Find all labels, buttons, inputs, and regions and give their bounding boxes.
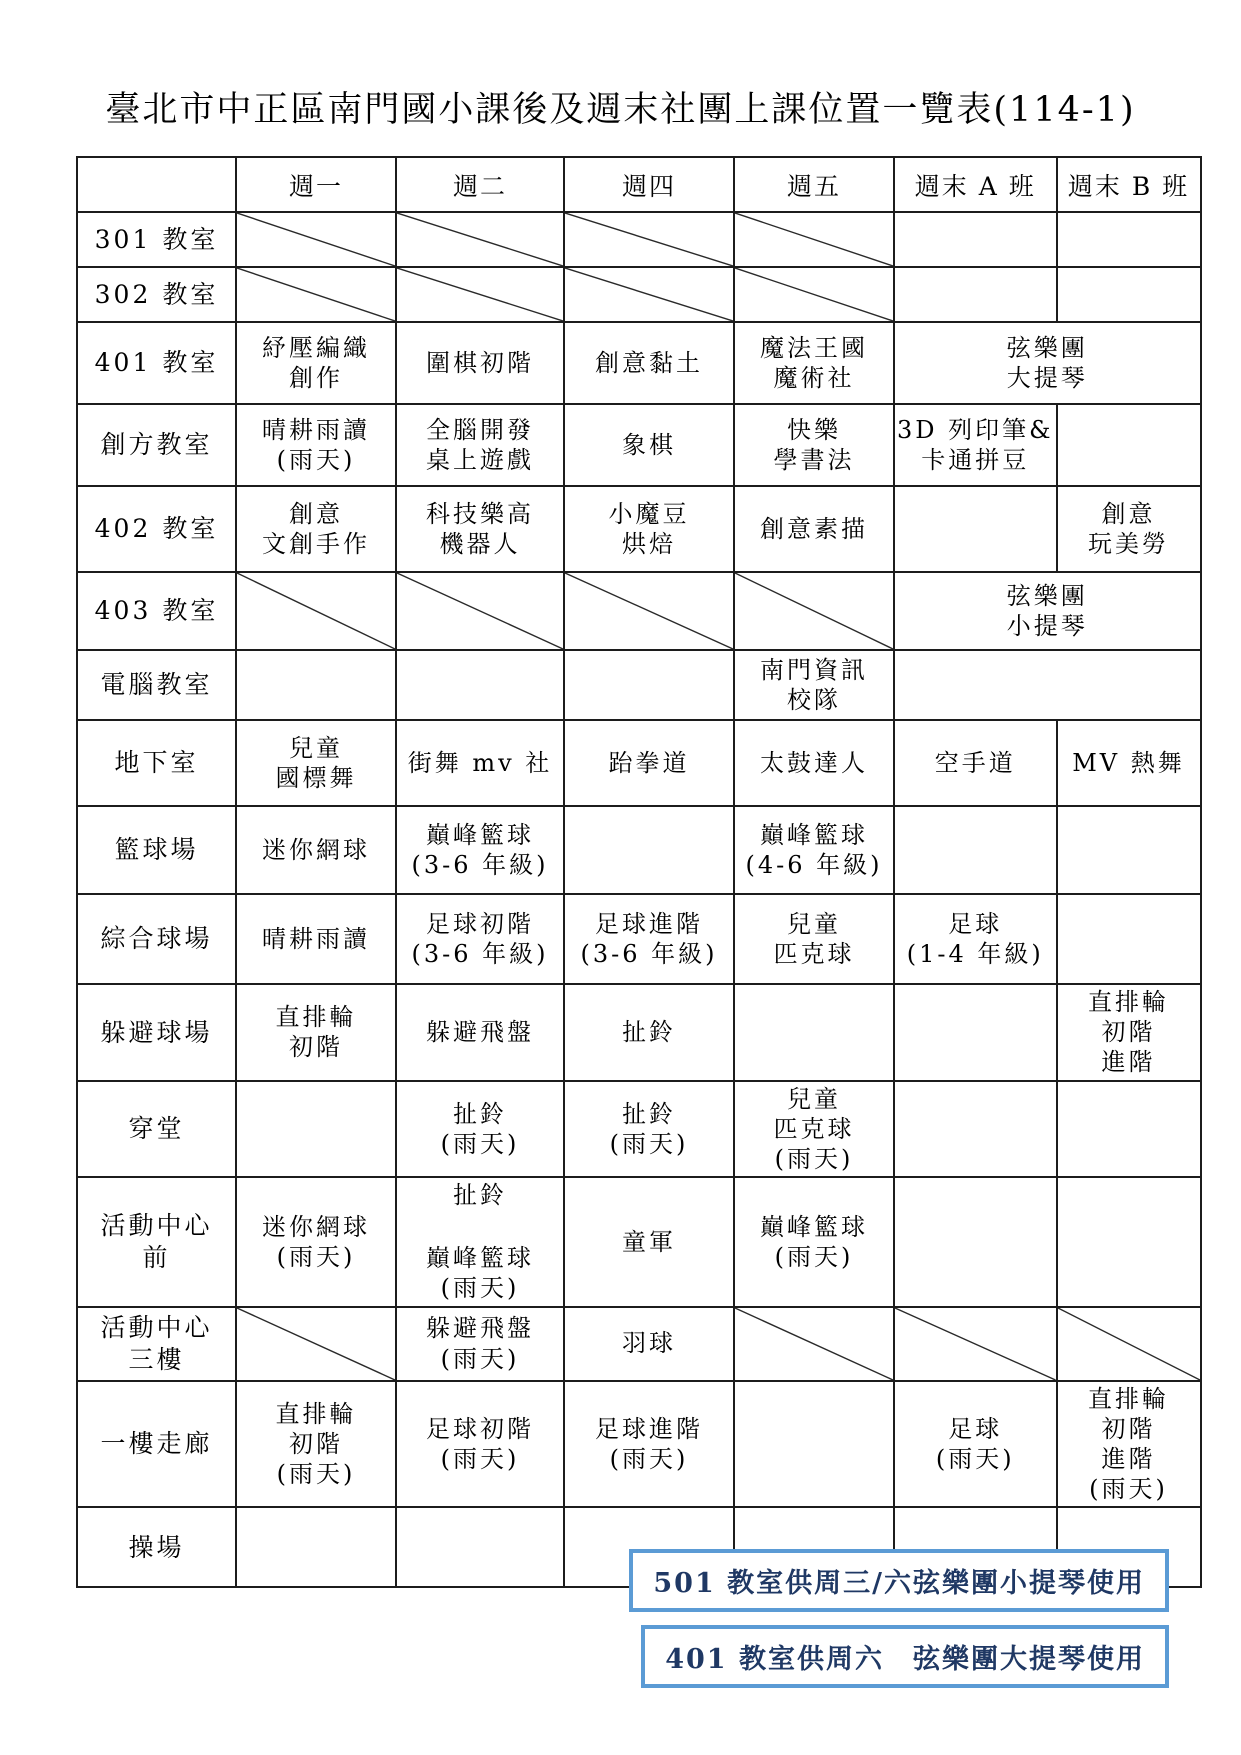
text-line: 扯鈴 [622,1099,676,1128]
activity-cell [564,1177,734,1306]
table-row [77,720,1201,806]
column-header: 週四 [564,157,734,212]
text-line: 街舞 mv 社 [407,748,553,777]
text-line: 全腦開發 [426,415,534,444]
text-line: 創意黏土 [595,348,703,377]
table-row [77,1177,1201,1306]
text-line: (雨天) [276,1242,356,1271]
diagonal-line [237,1308,395,1380]
text-line: 機器人 [439,530,521,558]
text-line: 文創手作 [262,530,370,558]
text-line: 童軍 [622,1227,676,1256]
schedule-table [76,156,1202,1588]
text-line: 活動中心 [100,1211,213,1241]
text-line: 卡通拼豆 [921,446,1030,474]
activity-cell [734,1081,894,1178]
activity-cell [564,1381,734,1508]
crossed-out-cell [396,572,564,650]
text-line: 小魔豆 [608,499,690,528]
diagonal-line [735,268,893,321]
activity-cell [1057,720,1201,806]
text-line: (雨天) [276,1460,356,1489]
text-line: (雨天) [440,1344,520,1373]
text-line: (雨天) [440,1130,520,1159]
diagonal-line [895,1308,1056,1380]
empty-cell [236,1507,396,1587]
text-line: 巔峰籃球 [426,820,534,849]
empty-cell [1057,404,1201,486]
corner-cell [77,157,236,212]
crossed-out-cell [236,1307,396,1381]
table-row [77,1081,1201,1178]
table-row [77,486,1201,572]
text-line: 弦樂團 [1006,581,1088,610]
text-line: 兒童 [787,1084,841,1113]
text-line: 桌上遊戲 [426,446,534,474]
text-line: 紓壓編織 [262,333,370,362]
crossed-out-cell [236,572,396,650]
crossed-out-cell [396,267,564,322]
text-line: 晴耕雨讀 [262,924,370,953]
text-line: 玩美勞 [1088,530,1170,558]
text-line: 快樂 [787,415,841,444]
activity-cell [396,1081,564,1178]
text-line: 匹克球 [773,940,855,968]
text-line: 魔術社 [773,364,855,392]
text-line: 兒童 [787,909,841,938]
empty-cell [396,1507,564,1587]
text-line: 進階 [1101,1048,1156,1077]
crossed-out-cell [734,267,894,322]
empty-cell [894,1177,1057,1306]
diagonal-line [397,213,563,266]
crossed-out-cell [734,1307,894,1381]
text-line: 南門資訊 [760,655,868,684]
room-label [77,572,236,650]
empty-cell [734,984,894,1081]
table-row [77,894,1201,984]
activity-cell [236,984,396,1081]
table-row [77,322,1201,404]
activity-cell [236,404,396,486]
text-line: 魔法王國 [760,333,868,362]
empty-cell [1057,894,1201,984]
empty-cell [894,650,1201,720]
activity-cell [564,720,734,806]
text-line: 迷你網球 [262,835,370,864]
text-line: 前 [142,1242,171,1272]
text-line: (雨天) [440,1274,520,1303]
text-line: 301 教室 [94,224,219,254]
activity-cell [396,322,564,404]
activity-cell [734,486,894,572]
column-header: 週末 B 班 [1057,157,1201,212]
text-line: 活動中心 [100,1313,213,1342]
note-room-401: 401 教室供周六 弦樂團大提琴使用 [641,1625,1169,1688]
activity-cell [236,894,396,984]
text-line: 穿堂 [128,1114,185,1144]
room-label [77,267,236,322]
text-line: (雨天) [609,1444,689,1473]
text-line: 三樓 [128,1344,185,1374]
crossed-out-cell [1057,1307,1201,1381]
room-label [77,1507,236,1587]
table-row [77,572,1201,650]
diagonal-line [1058,1308,1200,1380]
text-line: (4-6 年級) [745,851,883,879]
activity-cell [236,1381,396,1508]
text-line: 象棋 [622,430,676,459]
crossed-out-cell [236,267,396,322]
text-line: 躲避飛盤 [426,1314,534,1343]
empty-cell [894,212,1057,267]
text-line: 直排輪 [275,1003,357,1032]
empty-cell [894,486,1057,572]
crossed-out-cell [564,267,734,322]
text-line: 綜合球場 [100,924,213,954]
activity-cell [396,404,564,486]
activity-cell [1057,984,1201,1081]
activity-cell [894,894,1057,984]
text-line: (雨天) [609,1130,689,1159]
text-line: 創意 [289,499,343,528]
room-label [77,1177,236,1306]
text-line: 大提琴 [1006,364,1088,392]
activity-cell [396,984,564,1081]
text-line: 烘焙 [622,530,676,558]
diagonal-line [397,268,563,321]
room-label [77,894,236,984]
crossed-out-cell [396,212,564,267]
activity-cell [734,650,894,720]
text-line: 兒童 [289,733,343,762]
text-line: (雨天) [774,1145,854,1174]
activity-cell [236,806,396,894]
text-line: 地下室 [114,748,199,778]
text-line: 國標舞 [275,764,357,792]
activity-cell [734,322,894,404]
text-line: (雨天) [276,446,356,474]
text-line: 直排輪 [1088,988,1170,1016]
text-line: 巔峰籃球 [426,1244,534,1273]
activity-cell [734,1177,894,1306]
text-line: 初階 [1101,1018,1156,1047]
empty-cell [894,267,1057,322]
text-line: 扯鈴 [453,1099,507,1128]
activity-cell [396,1177,564,1306]
text-line: 初階 [1101,1414,1156,1443]
activity-cell [564,404,734,486]
text-line: 匹克球 [773,1114,855,1143]
text-line: 跆拳道 [608,748,690,777]
room-label [77,1381,236,1508]
room-label [77,486,236,572]
text-line: 扯鈴 [453,1181,507,1210]
text-line: 足球初階 [426,1414,534,1443]
table-row [77,267,1201,322]
empty-cell [1057,806,1201,894]
crossed-out-cell [564,212,734,267]
activity-cell [894,720,1057,806]
column-header: 週末 A 班 [894,157,1057,212]
text-line: 迷你網球 [262,1212,370,1241]
room-label [77,720,236,806]
text-line: 巔峰籃球 [760,1212,868,1241]
text-line: 403 教室 [94,596,219,626]
activity-cell [894,1381,1057,1508]
activity-cell [1057,1381,1201,1508]
empty-cell [396,650,564,720]
text-line: (雨天) [440,1444,520,1473]
text-line: (3-6 年級) [411,940,549,968]
activity-cell [734,806,894,894]
text-line: 創方教室 [100,430,213,460]
text-line: 學書法 [773,446,855,474]
activity-cell [396,894,564,984]
empty-cell [1057,267,1201,322]
table-row [77,984,1201,1081]
text-line: 電腦教室 [100,670,213,700]
text-line: 小提琴 [1006,612,1088,640]
text-line: 足球進階 [595,1414,703,1443]
text-line: 羽球 [622,1329,676,1358]
crossed-out-cell [734,212,894,267]
activity-cell [236,486,396,572]
empty-cell [1057,212,1201,267]
empty-cell [894,806,1057,894]
empty-cell [1057,1177,1201,1306]
text-line: 401 教室 [94,348,219,378]
empty-cell [734,1381,894,1508]
empty-cell [1057,1081,1201,1178]
diagonal-line [565,573,733,649]
text-line: 302 教室 [94,279,219,309]
diagonal-line [565,213,733,266]
activity-cell [396,1307,564,1381]
text-line: 一樓走廊 [100,1429,213,1459]
crossed-out-cell [894,1307,1057,1381]
activity-cell [564,486,734,572]
diagonal-line [735,573,893,649]
room-label [77,322,236,404]
text-line: (1-4 年級) [906,940,1044,968]
room-label [77,984,236,1081]
text-line: 足球初階 [426,909,534,938]
text-line: 3D 列印筆& [897,415,1054,444]
diagonal-line [237,213,395,266]
crossed-out-cell [564,572,734,650]
empty-cell [894,1081,1057,1178]
text-line: MV 熱舞 [1072,748,1185,777]
activity-cell [396,486,564,572]
activity-cell [894,404,1057,486]
empty-cell [564,806,734,894]
text-line: 402 教室 [94,514,219,544]
activity-cell [396,806,564,894]
activity-cell [236,322,396,404]
empty-cell [236,650,396,720]
text-line: 足球 [948,909,1003,938]
text-line: 直排輪 [275,1399,357,1428]
activity-cell [396,720,564,806]
text-line: 巔峰籃球 [760,820,868,849]
text-line: (3-6 年級) [580,940,718,968]
activity-cell [396,1381,564,1508]
table-row [77,212,1201,267]
activity-cell [236,1177,396,1306]
text-line: (雨天) [1089,1475,1168,1504]
diagonal-line [237,268,395,321]
table-row [77,1307,1201,1381]
text-line: 圍棋初階 [426,348,534,377]
empty-cell [564,650,734,720]
activity-cell [734,720,894,806]
room-label [77,1307,236,1381]
room-label [77,404,236,486]
room-label [77,212,236,267]
text-line: (3-6 年級) [411,851,549,879]
table-row [77,806,1201,894]
activity-cell [564,1081,734,1178]
text-line: 躲避球場 [100,1017,213,1047]
diagonal-line [735,213,893,266]
activity-cell [1057,486,1201,572]
text-line: 足球 [948,1414,1003,1443]
room-label [77,1081,236,1178]
activity-cell [236,720,396,806]
text-line: 創意素描 [760,514,868,543]
text-line: 足球進階 [595,909,703,938]
activity-cell [734,894,894,984]
crossed-out-cell [734,572,894,650]
room-label [77,650,236,720]
text-line: 進階 [1101,1444,1156,1473]
text-line: 弦樂團 [1006,333,1088,362]
crossed-out-cell [236,212,396,267]
table-row [77,650,1201,720]
diagonal-line [237,573,395,649]
activity-cell [564,322,734,404]
empty-cell [894,984,1057,1081]
empty-cell [236,1081,396,1178]
activity-cell [564,1307,734,1381]
text-line [399,1211,561,1243]
activity-cell [894,572,1201,650]
text-line: 初階 [289,1033,343,1062]
text-line: 科技樂高 [426,499,534,528]
activity-cell [894,322,1201,404]
text-line: 晴耕雨讀 [262,415,370,444]
text-line: 直排輪 [1088,1384,1170,1413]
activity-cell [564,984,734,1081]
text-line: 校隊 [787,686,841,714]
text-line: 初階 [289,1429,343,1458]
column-header: 週一 [236,157,396,212]
text-line: 躲避飛盤 [426,1018,534,1047]
activity-cell [734,404,894,486]
text-line: 創作 [289,364,343,392]
page-title: 臺北市中正區南門國小課後及週末社團上課位置一覽表(114-1) [105,90,1136,130]
note-room-501: 501 教室供周三/六弦樂團小提琴使用 [629,1549,1169,1612]
text-line: (雨天) [935,1444,1015,1473]
room-label [77,806,236,894]
table-row [77,404,1201,486]
header-row [77,157,1201,212]
diagonal-line [565,268,733,321]
text-line: 空手道 [934,748,1016,777]
diagonal-line [735,1308,893,1380]
column-header: 週二 [396,157,564,212]
table-row [77,1381,1201,1508]
text-line: 太鼓達人 [760,748,868,777]
diagonal-line [397,573,563,649]
text-line: 創意 [1101,499,1156,528]
text-line: 操場 [128,1532,185,1562]
text-line: (雨天) [774,1242,854,1271]
text-line: 扯鈴 [622,1018,676,1047]
activity-cell [564,894,734,984]
notes-section [629,1549,1169,1688]
column-header: 週五 [734,157,894,212]
text-line: 籃球場 [114,835,199,865]
